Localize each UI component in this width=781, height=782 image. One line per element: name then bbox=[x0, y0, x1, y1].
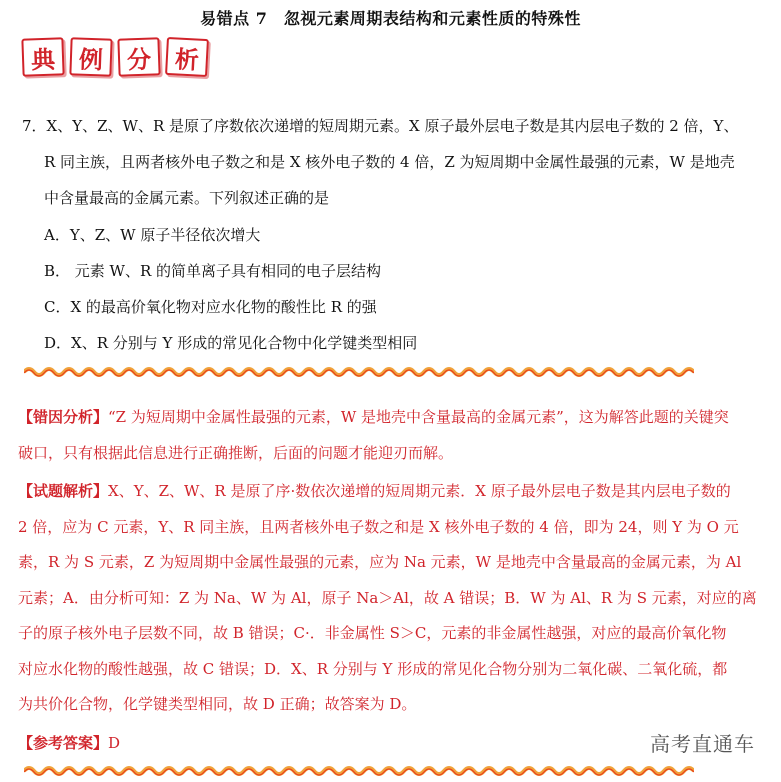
analysis-line: 破口，只有根据此信息进行正确推断，后面的问题才能迎刃而解。 bbox=[18, 443, 454, 462]
solution-line: 2 倍，应为 C 元素，Y、R 同主族，且两者核外电子数之和是 X 核外电子数的 4 倍，即为 24，则 Y 为 O 元 bbox=[18, 517, 739, 536]
solution-line: 为共价化合物，化学键类型相同，故 D 正确；故答案为 D。 bbox=[18, 695, 417, 713]
stamp-char: 例 bbox=[69, 37, 112, 76]
analysis-tag: 【错因分析】 bbox=[18, 408, 109, 426]
option-b: B． 元素 W、R 的简单离子具有相同的电子层结构 bbox=[44, 262, 382, 280]
stamp-char: 析 bbox=[165, 37, 209, 77]
question-line: 中含量最高的金属元素。下列叙述正确的是 bbox=[44, 189, 330, 207]
watermark: 高考直通车 bbox=[650, 732, 755, 756]
solution-line: 子的原子核外电子层数不同，故 B 错误；C·．非金属性 S＞C，元素的非金属性越强，对应的最高价氧化物 bbox=[18, 624, 727, 642]
solution-line: 素，R 为 S 元素，Z 为短周期中金属性最强的元素，应为 Na 元素，W 是地壳中含量最高的金属元素，为 Al bbox=[18, 553, 742, 571]
solution bbox=[18, 474, 768, 723]
solution-line: 元素；A．由分析可知：Z 为 Na、W 为 Al，原子 Na＞Al，故 A 错误；B．W 为 Al、R 为 S 元素，对应的离 bbox=[18, 588, 757, 607]
answer-tag: 【参考答案】 bbox=[18, 734, 109, 752]
option-c: C．X 的最高价氧化物对应水化物的酸性比 R 的强 bbox=[44, 298, 377, 316]
analysis-line: “Z 为短周期中金属性最强的元素，W 是地壳中含量最高的金属元素”，这为解答此题的关键突 bbox=[108, 408, 729, 426]
question-line: 7．X、Y、Z、W、R 是原了序数依次递增的短周期元素。X 原子最外层电子数是其内层电子数的 2 倍，Y、 bbox=[22, 117, 739, 135]
wave-divider bbox=[24, 365, 694, 379]
example-analysis-stamps bbox=[22, 38, 208, 76]
error-analysis bbox=[18, 400, 768, 471]
answer-value: D bbox=[108, 734, 121, 752]
page-title: 易错点 7 忽视元素周期表结构和元素性质的特殊性 bbox=[200, 9, 581, 28]
option-d: D．X、R 分别与 Y 形成的常见化合物中化学键类型相同 bbox=[44, 334, 418, 352]
question-line: R 同主族，且两者核外电子数之和是 X 核外电子数的 4 倍，Z 为短周期中金属性最强的元素，W 是地壳 bbox=[44, 153, 735, 171]
solution-line: 对应水化物的酸性越强，故 C 错误；D．X、R 分别与 Y 形成的常见化合物分别为二氧化碳、二氧化硫，都 bbox=[18, 659, 728, 678]
option-a: A．Y、Z、W 原子半径依次增大 bbox=[44, 226, 261, 244]
solution-tag: 【试题解析】 bbox=[18, 482, 109, 500]
wave-divider-bottom bbox=[24, 764, 694, 778]
solution-line: X、Y、Z、W、R 是原了序·数依次递增的短周期元素．X 原子最外层电子数是其内层电子数的 bbox=[108, 482, 731, 500]
stamp-char: 典 bbox=[21, 37, 64, 76]
stamp-char: 分 bbox=[117, 37, 160, 76]
